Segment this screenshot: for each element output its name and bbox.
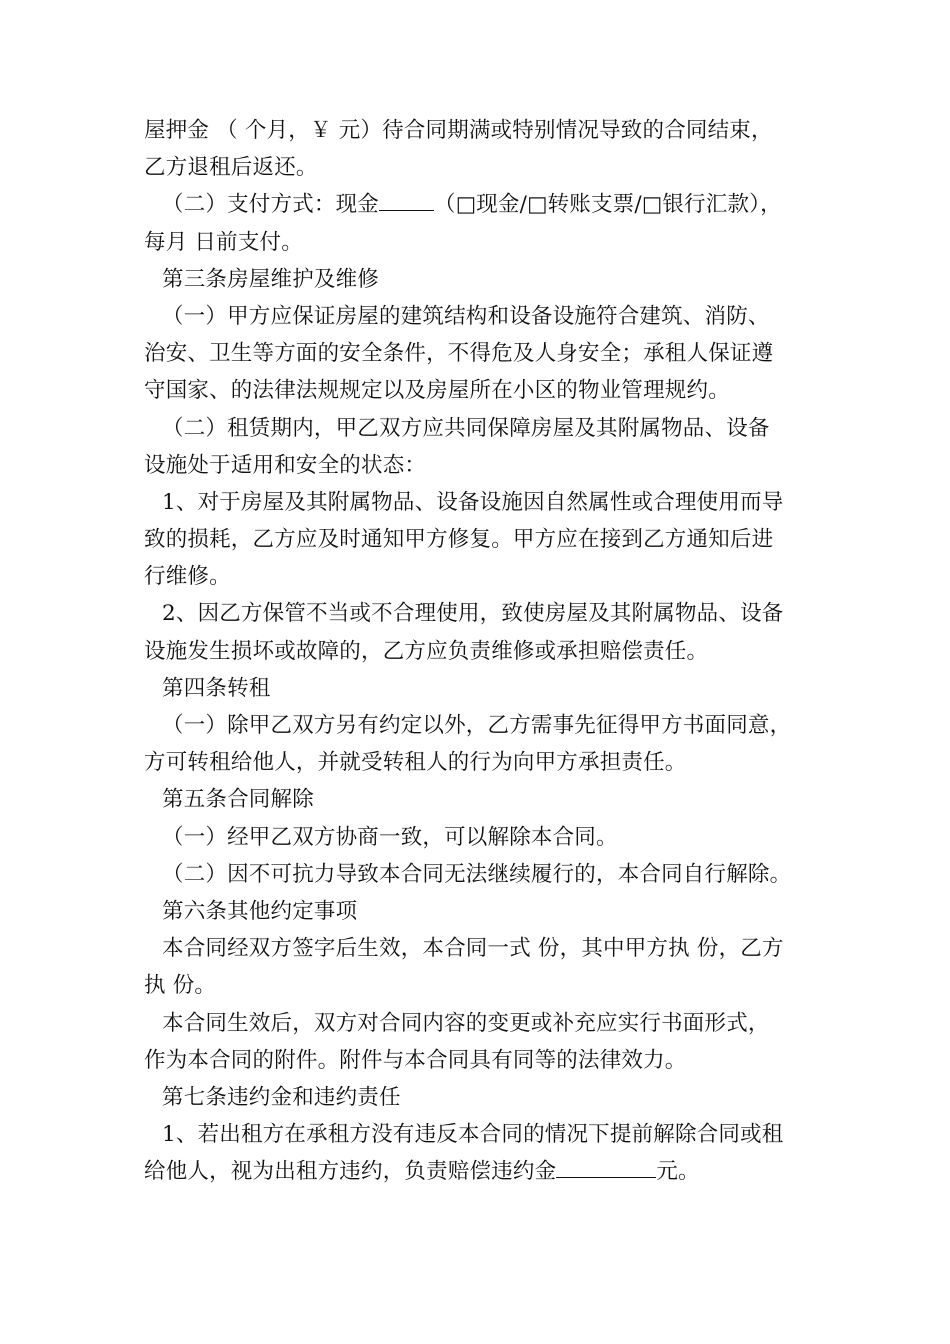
paragraph-line [144,558,824,595]
line-text: 第六条其他约定事项 [162,898,358,924]
paragraph-line [144,261,824,298]
line-text: 行维修。 [144,564,231,590]
fill-in-blank [556,1159,656,1178]
paragraph-line [144,1079,824,1116]
line-text: 第四条转租 [162,675,271,701]
paragraph-line [144,1005,824,1042]
line-text: （一）经甲乙双方协商一致，可以解除本合同。 [162,824,618,850]
line-text: 每月 日前支付。 [144,229,303,255]
line-text: 设施处于适用和安全的状态： [144,452,427,478]
paragraph-line [144,335,824,372]
fill-in-blank [379,192,434,211]
paragraph-line [144,707,824,744]
line-text-before-blank: （二）支付方式：现金 [162,192,380,218]
paragraph-line [144,298,824,335]
line-text: 方可转租给他人，并就受转租人的行为向甲方承担责任。 [144,750,687,776]
paragraph-line [144,521,824,558]
line-text: 守国家、的法律法规规定以及房屋所在小区的物业管理规约。 [144,378,730,404]
line-text: 第七条违约金和违约责任 [162,1084,401,1110]
line-text: （一）除甲乙双方另有约定以外，乙方需事先征得甲方书面同意， [162,713,792,738]
paragraph-line [144,484,824,521]
paragraph-line [144,112,824,149]
line-text-after-blank: （□现金/□转账支票/□银行汇款）， [434,192,782,218]
line-text-before-blank: 给他人，视为出租方违约，负责赔偿违约金 [144,1159,557,1185]
line-text: 2、因乙方保管不当或不合理使用，致使房屋及其附属物品、设备 [162,601,784,627]
line-text: 乙方退租后返还。 [144,155,318,181]
line-text: （一）甲方应保证房屋的建筑结构和设备设施符合建筑、消防、 [162,303,770,329]
paragraph-line [144,149,824,186]
line-text: 本合同生效后，双方对合同内容的变更或补充应实行书面形式， [162,1010,770,1036]
line-text: 致的损耗，乙方应及时通知甲方修复。甲方应在接到乙方通知后进 [144,527,774,553]
paragraph-line [144,1116,824,1153]
paragraph-line [144,781,824,818]
paragraph-line [144,967,824,1004]
paragraph-line [144,595,824,632]
line-text-after-blank: 元。 [656,1159,700,1185]
line-text: 第五条合同解除 [162,787,314,813]
paragraph-line [144,856,824,893]
paragraph-line [144,186,824,223]
paragraph-line [144,1153,824,1190]
paragraph-line [144,447,824,484]
paragraph-line [144,670,824,707]
line-text: 本合同经双方签字后生效，本合同一式 份，其中甲方执 份，乙方 [162,936,784,962]
paragraph-line [144,224,824,261]
line-text: 设施发生损坏或故障的，乙方应负责维修或承担赔偿责任。 [144,638,709,664]
line-text: 执 份。 [144,973,217,999]
paragraph-line [144,633,824,670]
contract-body [144,112,824,1190]
line-text: 治安、卫生等方面的安全条件，不得危及人身安全；承租人保证遵 [144,341,774,367]
paragraph-line [144,893,824,930]
paragraph-line [144,410,824,447]
paragraph-line [144,372,824,409]
paragraph-line [144,744,824,781]
line-text: 屋押金 （ 个月，￥ 元）待合同期满或特别情况导致的合同结束， [144,118,773,143]
paragraph-line [144,819,824,856]
line-text: （二）因不可抗力导致本合同无法继续履行的，本合同自行解除。 [162,861,792,887]
line-text: 1、若出租方在承租方没有违反本合同的情况下提前解除合同或租 [162,1122,784,1148]
line-text: 1、对于房屋及其附属物品、设备设施因自然属性或合理使用而导 [162,489,784,515]
line-text: 第三条房屋维护及维修 [162,266,380,292]
paragraph-line [144,930,824,967]
line-text: 作为本合同的附件。附件与本合同具有同等的法律效力。 [144,1047,687,1073]
line-text: （二）租赁期内，甲乙双方应共同保障房屋及其附属物品、设备 [162,415,770,441]
paragraph-line [144,1042,824,1079]
